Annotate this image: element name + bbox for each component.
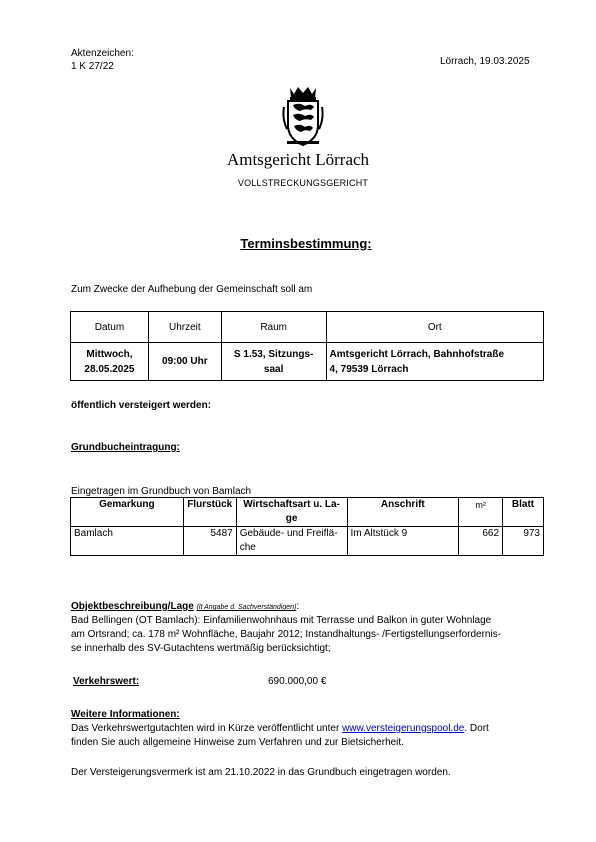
header-wirtschaftsart-line2: ge — [285, 513, 298, 524]
termin-raum-line2: saal — [263, 363, 284, 375]
header-raum: Raum — [221, 312, 326, 343]
weitere-heading: Weitere Informationen: — [71, 709, 180, 720]
header-wirtschaftsart-line1: Wirtschaftsart u. La- — [243, 499, 340, 510]
objekt-heading: Objektbeschreibung/Lage — [71, 601, 194, 612]
verkehrswert-value: 690.000,00 € — [268, 676, 327, 687]
termin-raum-line1: S 1.53, Sitzungs- — [233, 348, 314, 360]
vermerk-text: Der Versteigerungsvermerk ist am 21.10.2022 in das Grundbuch eingetragen worden. — [71, 767, 451, 778]
objekt-heading-line — [71, 600, 299, 615]
row-gemarkung: Bamlach — [71, 527, 184, 556]
aktenzeichen-label: Aktenzeichen: — [71, 48, 134, 59]
header-ort: Ort — [326, 312, 543, 343]
header-anschrift: Anschrift — [347, 498, 459, 527]
termin-datum-weekday: Mittwoch, — [86, 348, 133, 360]
row-flaeche: 662 — [459, 527, 503, 556]
aktenzeichen-value: 1 K 27/22 — [71, 61, 114, 72]
grundbuch-intro: Eingetragen im Grundbuch von Bamlach — [71, 486, 252, 497]
objekt-line1: Bad Bellingen (OT Bamlach): Einfamilienwohnhaus mit Terrasse und Balkon in guter Wohnlage — [71, 615, 492, 626]
objekt-colon: : — [296, 601, 300, 612]
header-uhrzeit: Uhrzeit — [148, 312, 221, 343]
oeffentlich-text: öffentlich versteigert werden: — [71, 400, 212, 411]
objekt-description — [71, 614, 545, 656]
aktenzeichen — [71, 47, 134, 73]
row-anschrift: Im Altstück 9 — [347, 527, 459, 556]
court-department: VOLLSTRECKUNGSGERICHT — [237, 178, 369, 188]
versteigerungspool-link[interactable]: www.versteigerungspool.de — [342, 723, 465, 734]
coat-of-arms-icon — [281, 85, 325, 147]
termin-header-row — [71, 312, 544, 343]
header-wirtschaftsart — [236, 498, 347, 527]
row-wirtschaftsart-line2: che — [239, 542, 256, 553]
termin-table — [70, 311, 544, 381]
row-wirtschaftsart — [236, 527, 347, 556]
header-gemarkung: Gemarkung — [71, 498, 184, 527]
weitere-line1-post: . Dort — [464, 723, 489, 734]
intro-text: Zum Zwecke der Aufhebung der Gemeinschaft soll am — [71, 284, 313, 295]
grundbuch-header-row — [71, 498, 544, 527]
weitere-line2: finden Sie auch allgemeine Hinweise zum Verfahren und zur Bietsicherheit. — [71, 737, 404, 748]
verkehrswert-label: Verkehrswert: — [73, 676, 140, 687]
termin-ort-line2: 4, 79539 Lörrach — [329, 363, 409, 375]
header-flurstueck: Flurstück — [183, 498, 236, 527]
header-flaeche: m² — [459, 498, 503, 527]
header-blatt: Blatt — [503, 498, 544, 527]
weitere-line1-pre: Das Verkehrswertgutachten wird in Kürze veröffentlicht unter — [71, 723, 343, 734]
termin-raum — [221, 343, 326, 381]
grundbuch-heading: Grundbucheintragung: — [71, 442, 180, 453]
termin-ort-line1: Amtsgericht Lörrach, Bahnhofstraße — [329, 348, 505, 360]
place-date: Lörrach, 19.03.2025 — [440, 56, 530, 67]
objekt-note: (lt Angabe d. Sachverständigen) — [196, 604, 297, 611]
page-title: Terminsbestimmung: — [240, 236, 372, 251]
header-datum: Datum — [71, 312, 149, 343]
row-wirtschaftsart-line1: Gebäude- und Freiflä- — [239, 528, 338, 539]
termin-datum — [71, 343, 149, 381]
termin-uhrzeit: 09:00 Uhr — [148, 343, 221, 381]
row-blatt: 973 — [503, 527, 544, 556]
termin-ort — [326, 343, 543, 381]
grundbuch-value-row — [71, 527, 544, 556]
weitere-text — [71, 722, 545, 750]
objekt-line3: se innerhalb des SV-Gutachtens wertmäßig berücksichtigt; — [71, 643, 331, 654]
termin-value-row — [71, 343, 544, 381]
court-name: Amtsgericht Lörrach — [226, 150, 370, 169]
row-flurstueck: 5487 — [183, 527, 236, 556]
termin-datum-date: 28.05.2025 — [84, 363, 135, 375]
grundbuch-table — [70, 497, 544, 556]
objekt-line2: am Ortsrand; ca. 178 m² Wohnfläche, Baujahr 2012; Instandhaltungs- /Fertigstellungserfordernis- — [71, 629, 502, 640]
weitere-line1 — [71, 722, 545, 736]
